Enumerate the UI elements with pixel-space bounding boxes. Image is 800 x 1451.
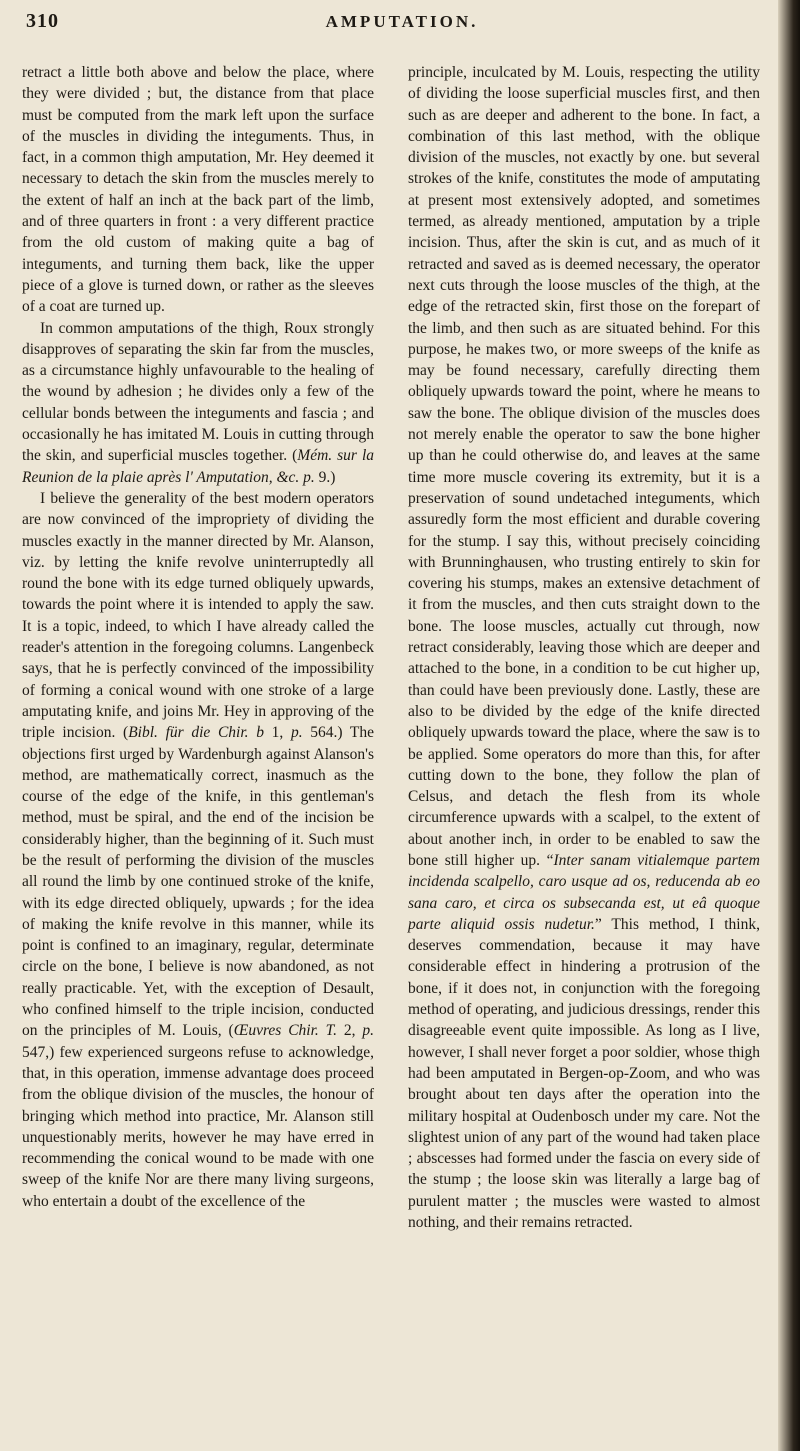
citation: Œuvres Chir. T. bbox=[233, 1022, 338, 1040]
citation: Mém. sur la Reunion de la plaie après l' Amputation, &c. p. bbox=[22, 447, 375, 486]
citation: p. bbox=[362, 1022, 375, 1040]
latin-quotation: Inter sanam vitialemque partem incidenda scalpello, caro usque ad os, reducenda ab eo sana caro, et circa os subsecanda est, ut eâ quoque parte aliquid ossis nudetur. bbox=[408, 851, 760, 933]
left-column bbox=[22, 62, 374, 1212]
page-edge-shadow bbox=[778, 0, 800, 1451]
running-head: AMPUTATION. bbox=[325, 12, 479, 31]
citation: Bibl. für die Chir. b bbox=[128, 724, 264, 742]
paragraph: I believe the generality of the best modern operators are now convinced of the impropriety of dividing the muscles exactly in the manner directed by Mr. Alanson, viz. by letting the knife revolve uninterruptedly all round the bone with its edge turned obliquely upwards, towards the point where it is intended to apply the saw. It is a topic, indeed, to which I have already called the reader's attention in the foregoing columns. Langenbeck says, that he is perfectly convinced of the impossibility of forming a conical wound with one stroke of a large amputating knife, and joins Mr. Hey in approving of the triple incision. (Bibl. für die Chir. b 1, p. 564.) The objections first urged by Wardenburgh against Alanson's method, are mathematically correct, inasmuch as the course of the edge of the knife, in this gentleman's method, must be spiral, and the end of the incision be considerably higher, than the beginning of it. Such must be the result of performing the division of the muscles all round the limb by one continued stroke of the knife, with its edge directed obliquely, upwards ; for the idea of making the knife revolve in this manner, while its point is confined to an imaginary, regular, determinate circle on the bone, I believe is now abandoned, as not really practicable. Yet, with the exception of Desault, who confined himself to the triple incision, conducted on the principles of M. Louis, (Œuvres Chir. T. 2, p. 547,) few experienced surgeons refuse to acknowledge, that, in this operation, immense advantage does proceed from the oblique division of the muscles, the honour of bringing which method into practice, Mr. Alanson still unquestionably merits, however he may have erred in recommending the conical wound to be made with one sweep of the knife Nor are there many living surgeons, who entertain a doubt of the excellence of the bbox=[22, 489, 375, 1210]
citation: p. bbox=[290, 724, 303, 742]
page-header bbox=[22, 10, 782, 40]
paragraph: principle, inculcated by M. Louis, respecting the utility of dividing the loose superficial muscles first, and then such as are deeper and adherent to the bone. In fact, a combination of this last method, with the oblique division of the muscles, not exactly by one. but several strokes of the knife, constitutes the mode of amputating at present most extensively adopted, and sometimes termed, as already mentioned, amputation by a triple incision. Thus, after the skin is cut, and as much of it retracted and saved as is deemed necessary, the operator next cuts through the loose muscles of the thigh, at the edge of the retracted skin, first those on the forepart of the limb, and then such as are situated behind. For this purpose, he makes two, or more sweeps of the knife as may be found necessary, carefully directing them obliquely upwards toward the point, where he means to saw the bone. The oblique division of the muscles does not merely enable the operator to saw the bone higher up than he could otherwise do, and leaves at the same time more muscle covering its extremity, but it is a preservation of sound undetached integuments, which assuredly form the most efficient and durable covering for the stump. I say this, without precisely coinciding with Brunninghausen, who trusting entirely to skin for covering his stumps, makes an extensive detachment of it from the muscles, and then cuts straight down to the bone. The loose muscles, actually cut through, now retract considerably, leaving those which are deeper and attached to the bone, in a condition to be cut higher up, than could have been previously done. Lastly, these are also to be divided by the edge of the knife directed obliquely upwards toward the place, where the saw is to be applied. Some operators do more than this, for after cutting down to the bone, they follow the plan of Celsus, and detach the flesh from its whole circumference upwards with a scalpel, to the extent of about another inch, in order to be enabled to saw the bone still higher up. “Inter sanam vitialemque partem incidenda scalpello, caro usque ad os, reducenda ab eo sana caro, et circa os subsecanda est, ut eâ quoque parte aliquid ossis nudetur.” This method, I think, deserves commendation, because it may have considerable effect in hindering a protrusion of the bone, if it does not, in conjunction with the foregoing method of operating, and judicious dressings, render this disagreeable event quite impossible. As long as I live, however, I shall never forget a poor soldier, whose thigh had been amputated in Bergen-op-Zoom, and who was brought about ten days after the operation into the military hospital at Oudenbosch under my care. Not the slightest union of any part of the wound had taken place ; abscesses had formed under the fascia on every side of the stump ; the loose skin was literally a large bag of purulent matter ; the muscles were wasted to almost nothing, and their remains retracted. bbox=[408, 64, 760, 1232]
page-number: 310 bbox=[26, 10, 59, 32]
right-column bbox=[408, 62, 760, 1233]
paragraph: retract a little both above and below the place, where they were divided ; but, the distance from that place must be computed from the mark left upon the surface of the muscles in dividing the integuments. Thus, in fact, in a common thigh amputation, Mr. Hey deemed it necessary to detach the skin from the muscles merely to the extent of half an inch at the back part of the limb, and of three quarters in front : a very different practice from the old custom of making quite a bag of integuments, and turning them back, like the upper piece of a glove is turned down, or rather as the sleeves of a coat are turned up. bbox=[22, 64, 374, 316]
paragraph: In common amputations of the thigh, Roux strongly disapproves of separating the skin far from the muscles, as a circumstance highly unfavourable to the healing of the wound by adhesion ; he divides only a few of the cellular bonds between the integuments and fascia ; and occasionally he has imitated M. Louis in cutting through the skin, and superficial muscles together. (Mém. sur la Reunion de la plaie après l' Amputation, &c. p. 9.) bbox=[22, 319, 375, 486]
